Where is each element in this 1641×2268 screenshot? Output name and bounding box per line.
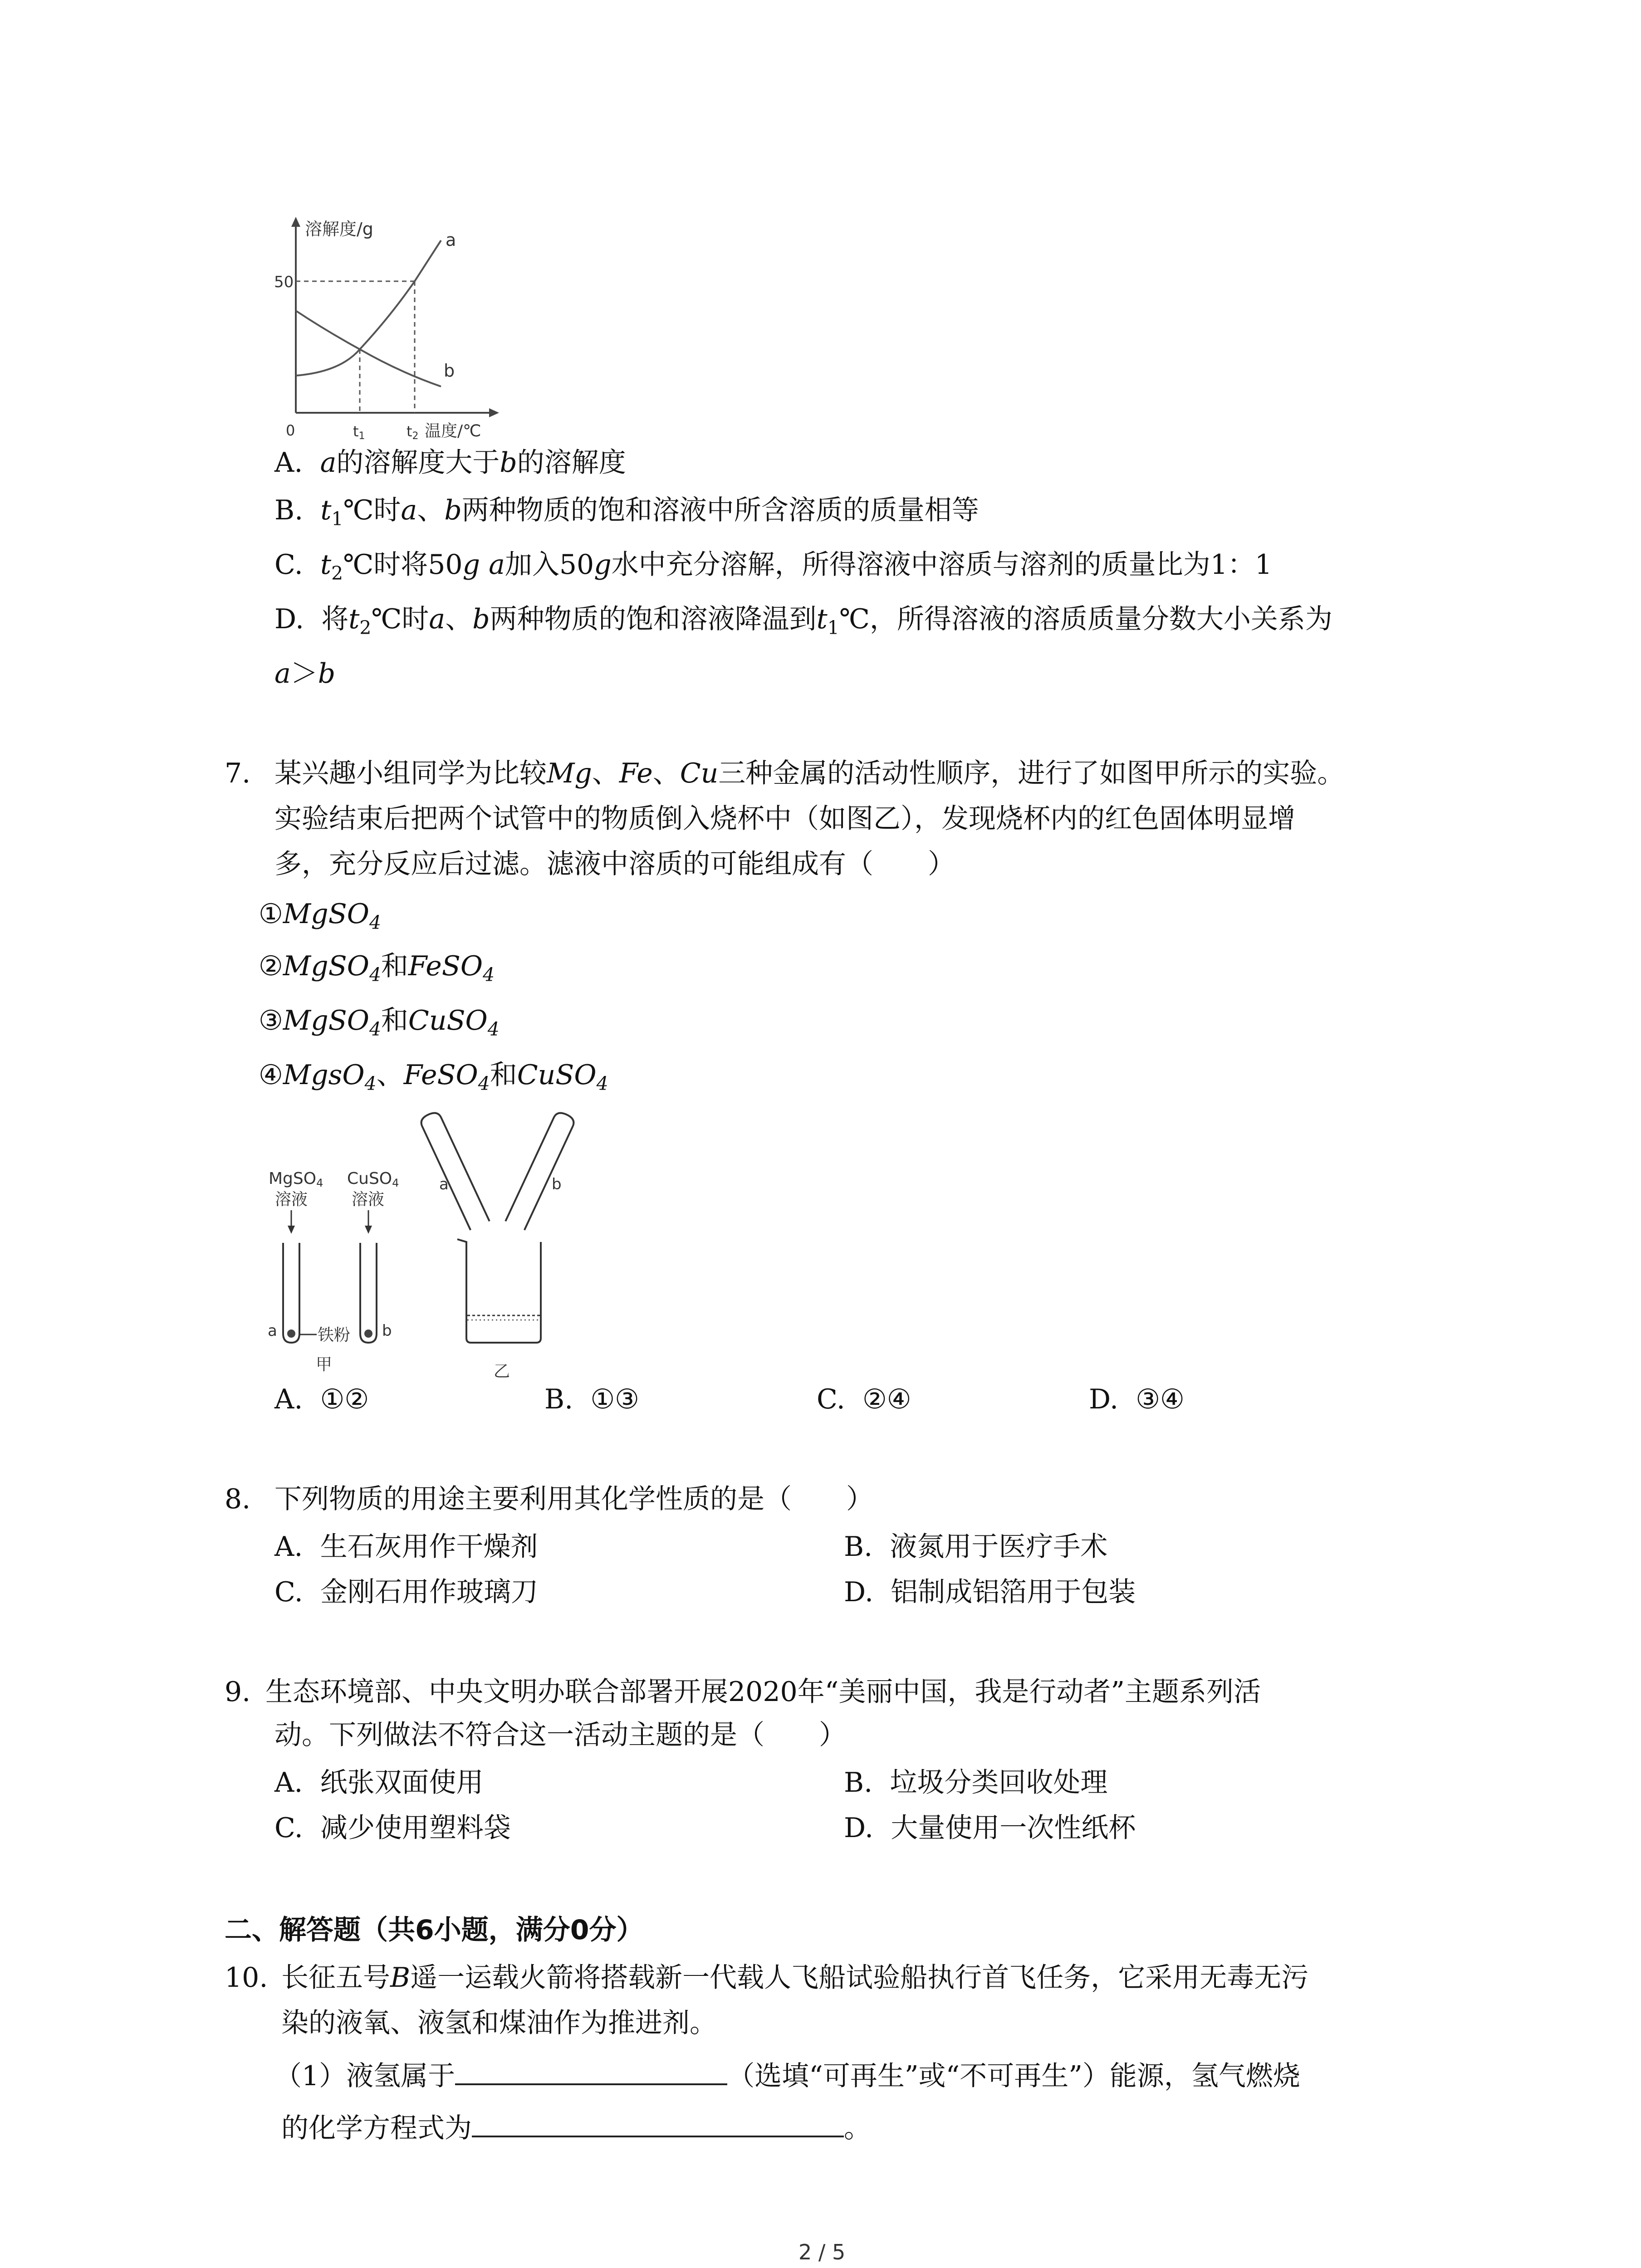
figure-yi-label: 乙 — [494, 1362, 510, 1381]
section-title: 二、解答题（共6小题，满分0分） — [225, 1914, 644, 1946]
q7-composition-4: ④MgsO$_4$、FeSO$_4$和CuSO$_4$ — [259, 1059, 608, 1095]
cuso4-label: CuSO4 — [347, 1169, 399, 1189]
q10-sub1-line1: （1）液氢属于 （选填“可再生”或“不可再生”）能源，氢气燃烧 — [274, 2057, 1300, 2094]
q6-option-c: C. $t_2℃$时将50g a加入50g水中充分溶解，所得溶液中溶质与溶剂的质量比为1：1 — [274, 549, 1272, 585]
y-axis-arrow — [291, 217, 300, 227]
tube-a-label: a — [268, 1322, 277, 1340]
beaker-liquid — [467, 1315, 540, 1342]
x-axis-label: 温度/℃ — [425, 422, 481, 440]
page-number: 2 / 5 — [798, 2240, 846, 2264]
q9-choice-c[interactable]: C. 减少使用塑料袋 — [274, 1812, 511, 1844]
q10-number: 10. — [225, 1962, 268, 1994]
q7-choice-d[interactable]: D. ③④ — [1089, 1383, 1185, 1415]
q6-option-d-line2: a＞b — [274, 658, 336, 689]
q7-choice-a[interactable]: A. ①② — [274, 1383, 369, 1415]
tube-b-label: b — [382, 1322, 392, 1340]
option-label: A. — [274, 447, 303, 479]
q9-line1: 生态环境部、中央文明办联合部署开展2020年“美丽中国，我是行动者”主题系列活 — [265, 1676, 1261, 1708]
tilted-tube-a — [419, 1110, 490, 1230]
q7-line3: 多，充分反应后过滤。滤液中溶质的可能组成有（ ） — [274, 848, 955, 880]
q7-composition-2: ②MgSO$_4$和FeSO$_4$ — [259, 950, 495, 986]
curve-b — [296, 311, 441, 386]
q9-choice-a[interactable]: A. 纸张双面使用 — [274, 1767, 484, 1799]
q7-line1: 某兴趣小组同学为比较Mg、Fe、Cu三种金属的活动性顺序，进行了如图甲所示的实验。 — [274, 758, 1345, 789]
q7-number: 7. — [225, 758, 251, 789]
q9-choice-b[interactable]: B. 垃圾分类回收处理 — [844, 1767, 1108, 1799]
q6-option-b: B. $t_1℃$时a、b两种物质的饱和溶液中所含溶质的质量相等 — [274, 494, 979, 530]
curve-b-label: b — [444, 361, 455, 381]
solution-label-2: 溶液 — [352, 1190, 385, 1209]
y-tick-50: 50 — [274, 273, 294, 291]
beaker — [457, 1239, 541, 1343]
q9-line2: 动。下列做法不符合这一活动主题的是（ ） — [274, 1719, 846, 1751]
arrow-2-head — [365, 1226, 372, 1234]
q7-choice-c[interactable]: C. ②④ — [817, 1383, 911, 1415]
option-label: C. — [274, 549, 303, 581]
t2-label: t2 — [407, 423, 419, 442]
answer-blank-1[interactable] — [455, 2057, 727, 2085]
q9-choice-d[interactable]: D. 大量使用一次性纸杯 — [844, 1812, 1136, 1844]
mgso4-label: MgSO4 — [269, 1169, 323, 1189]
q7-experiment-figure — [263, 1107, 626, 1383]
x-axis-arrow — [489, 408, 499, 417]
test-tube-a — [283, 1243, 299, 1343]
solubility-chart — [272, 213, 508, 449]
tilted-b-label: b — [552, 1175, 562, 1193]
q6-option-a: A. a的溶解度大于b的溶解度 — [274, 447, 626, 479]
q8-choice-d[interactable]: D. 铝制成铝箔用于包装 — [844, 1576, 1136, 1608]
t1-label: t1 — [353, 423, 365, 442]
origin-label: 0 — [286, 422, 295, 439]
q10-line2: 染的液氧、液氢和煤油作为推进剂。 — [281, 2007, 717, 2039]
solution-label-1: 溶液 — [275, 1190, 308, 1209]
q8-choice-b[interactable]: B. 液氮用于医疗手术 — [844, 1531, 1108, 1563]
q8-choice-c[interactable]: C. 金刚石用作玻璃刀 — [274, 1576, 538, 1608]
q8-choice-a[interactable]: A. 生石灰用作干燥剂 — [274, 1531, 538, 1563]
q7-composition-1: ①MgSO$_4$ — [259, 898, 381, 934]
answer-blank-2[interactable] — [472, 2109, 844, 2137]
q8-stem: 下列物质的用途主要利用其化学性质的是（ ） — [274, 1483, 873, 1515]
iron-powder-label: 铁粉 — [318, 1326, 351, 1344]
q7-composition-3: ③MgSO$_4$和CuSO$_4$ — [259, 1005, 500, 1041]
option-label: D. — [274, 603, 304, 635]
curve-a-label: a — [446, 230, 456, 250]
curve-a — [296, 240, 441, 376]
q10-line1: 长征五号B遥一运载火箭将搭载新一代载人飞船试验船执行首飞任务，它采用无毒无污 — [281, 1962, 1309, 1994]
option-label: B. — [274, 494, 304, 526]
iron-powder-a — [287, 1330, 295, 1338]
q9-number: 9. — [225, 1676, 251, 1708]
q7-line2: 实验结束后把两个试管中的物质倒入烧杯中（如图乙），发现烧杯内的红色固体明显增 — [274, 803, 1295, 835]
arrow-1-head — [288, 1226, 295, 1234]
y-axis-label: 溶解度/g — [305, 219, 373, 239]
q10-sub1-line2: 的化学方程式为 。 — [281, 2109, 871, 2146]
figure-jia-label: 甲 — [316, 1355, 333, 1374]
q6-option-d: D. 将$t_2℃$时a、b两种物质的饱和溶液降温到$t_1℃$，所得溶液的溶质质量分数大小关系为 — [274, 603, 1332, 639]
tilted-tube-b — [505, 1110, 576, 1230]
q7-choice-b[interactable]: B. ①③ — [544, 1383, 639, 1415]
tilted-a-label: a — [439, 1175, 449, 1193]
iron-powder-b — [364, 1330, 372, 1338]
test-tube-b — [360, 1243, 377, 1343]
q8-number: 8. — [225, 1483, 251, 1515]
